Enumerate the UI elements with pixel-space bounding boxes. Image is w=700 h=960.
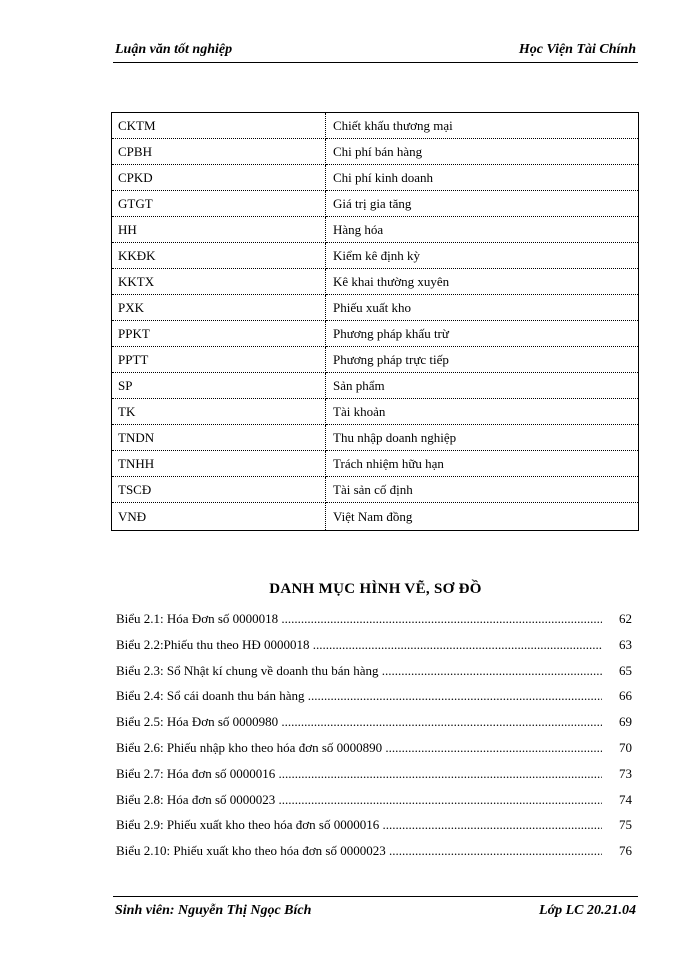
list-item [116, 687, 636, 713]
abbr-meaning: Phương pháp khấu trừ [326, 321, 639, 347]
figure-label: Biểu 2.9: Phiếu xuất kho theo hóa đơn số 0000016 ..... [116, 816, 602, 834]
abbr-code: KKTX [112, 269, 326, 295]
table-row [112, 139, 639, 165]
abbr-meaning: Phiếu xuất kho [326, 295, 639, 321]
page-number: 76 [619, 843, 632, 859]
table-row [112, 217, 639, 243]
list-item [116, 765, 636, 791]
figure-label: Biểu 2.2:Phiếu thu theo HĐ 0000018 ..... [116, 636, 602, 654]
figure-label: Biểu 2.10: Phiếu xuất kho theo hóa đơn số 0000023 ..... [116, 842, 602, 860]
abbr-meaning: Chiết khấu thương mại [326, 113, 639, 139]
page-number: 75 [619, 817, 632, 833]
list-item [116, 610, 636, 636]
figure-label: Biểu 2.7: Hóa đơn số 0000016 ..... [116, 765, 602, 783]
abbr-meaning: Việt Nam đồng [333, 508, 413, 524]
abbr-meaning: Phương pháp trực tiếp [326, 347, 639, 373]
abbr-code: PPKT [112, 321, 326, 347]
page-number: 73 [619, 765, 632, 781]
abbr-meaning: Sản phẩm [326, 373, 639, 399]
abbr-code: GTGT [112, 191, 326, 217]
table-row [112, 321, 639, 347]
abbr-meaning: Trách nhiệm hữu hạn [326, 451, 639, 477]
figures-list-title: DANH MỤC HÌNH VẼ, SƠ ĐỒ [269, 581, 482, 597]
abbr-meaning: Tài sản cố định [326, 477, 639, 503]
figure-label: Biểu 2.3: Sổ Nhật kí chung về doanh thu bán hàng ..... [116, 662, 602, 680]
abbr-meaning: Tài khoản [326, 399, 639, 425]
page-number: 74 [619, 791, 632, 807]
abbr-code: SP [112, 373, 326, 399]
table-row [112, 373, 639, 399]
page-header [113, 40, 638, 63]
thesis-label: Luận văn tốt nghiệp [115, 42, 233, 57]
abbr-meaning: Giá trị gia tăng [326, 191, 639, 217]
abbreviation-table [111, 112, 639, 531]
list-item [116, 816, 636, 842]
list-item [116, 842, 636, 868]
abbr-code: TK [112, 399, 326, 425]
class-code: Lớp LC 20.21.04 [539, 903, 636, 918]
figure-label: Biểu 2.5: Hóa Đơn số 0000980 ..... [116, 713, 602, 731]
list-item [116, 662, 636, 688]
abbr-meaning: Kê khai thường xuyên [326, 269, 639, 295]
abbr-meaning: Thu nhập doanh nghiệp [326, 425, 639, 451]
page-number: 69 [619, 714, 632, 730]
abbr-code: VNĐ [112, 503, 326, 531]
table-row [112, 295, 639, 321]
table-row [112, 191, 639, 217]
page-number: 62 [619, 611, 632, 626]
table-row [112, 477, 639, 503]
table-row [112, 243, 639, 269]
abbr-meaning: Hàng hóa [326, 217, 639, 243]
abbr-code: PXK [112, 295, 326, 321]
table-row [112, 399, 639, 425]
table-row [112, 113, 639, 139]
abbr-meaning: Chi phí kinh doanh [326, 165, 639, 191]
table-row [112, 503, 639, 531]
page-number: 63 [619, 636, 632, 652]
institution-name: Học Viện Tài Chính [518, 42, 636, 57]
list-item [116, 636, 636, 662]
abbr-code: HH [112, 217, 326, 243]
abbr-code: TNHH [112, 451, 326, 477]
abbr-meaning: Chi phí bán hàng [326, 139, 639, 165]
table-row [112, 165, 639, 191]
page-number: 70 [619, 739, 632, 755]
table-row [112, 425, 639, 451]
table-row [112, 269, 639, 295]
figure-label: Biểu 2.8: Hóa đơn số 0000023 ..... [116, 791, 602, 809]
student-name: Sinh viên: Nguyễn Thị Ngọc Bích [115, 903, 312, 918]
page-footer [113, 896, 638, 921]
list-item [116, 739, 636, 765]
list-item [116, 791, 636, 817]
abbr-code: KKĐK [112, 243, 326, 269]
table-row [112, 451, 639, 477]
figure-label: Biểu 2.4: Sổ cái doanh thu bán hàng ..... [116, 687, 602, 705]
abbr-code: TNDN [112, 425, 326, 451]
figures-list [116, 610, 636, 868]
abbr-code: TSCĐ [112, 477, 326, 503]
list-item [116, 713, 636, 739]
figure-label: Biểu 2.6: Phiếu nhập kho theo hóa đơn số 0000890 ..... [116, 739, 602, 757]
table-row [112, 347, 639, 373]
abbr-meaning: Kiểm kê định kỳ [326, 243, 639, 269]
abbr-code: CPBH [112, 139, 326, 165]
figure-label: Biểu 2.1: Hóa Đơn số 0000018 ..... [116, 610, 602, 628]
abbr-code: CKTM [112, 113, 326, 139]
page-number: 66 [619, 688, 632, 704]
abbr-code: CPKD [112, 165, 326, 191]
page-number: 65 [619, 662, 632, 678]
abbr-code: PPTT [112, 347, 326, 373]
